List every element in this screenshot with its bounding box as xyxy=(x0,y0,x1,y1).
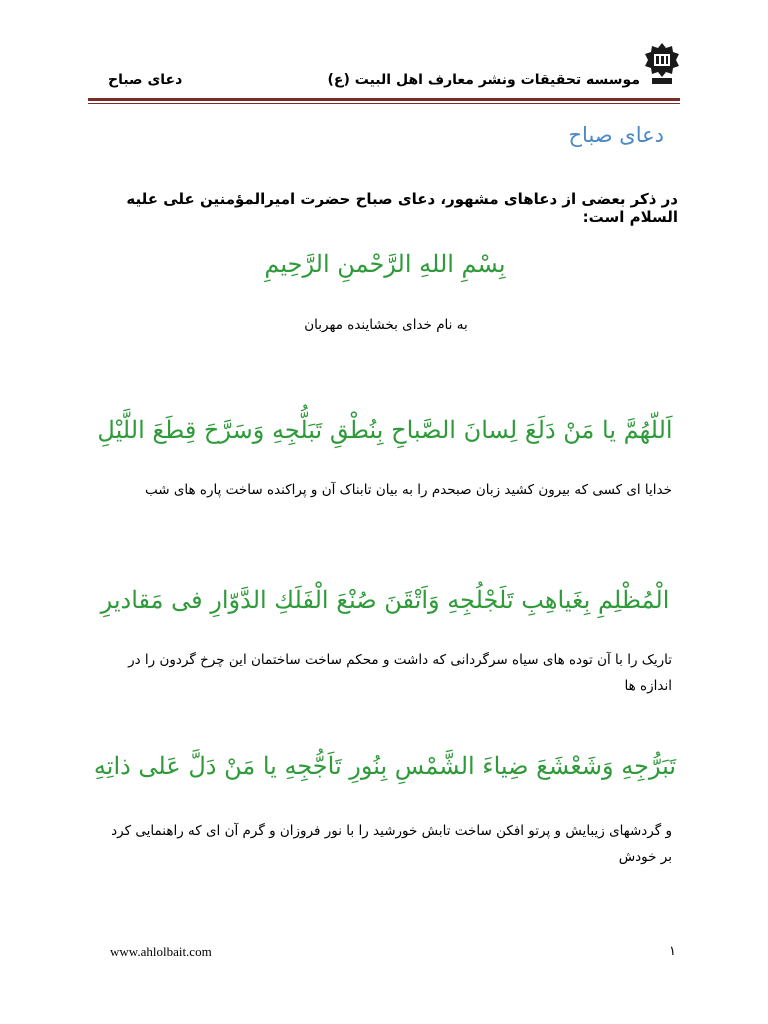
page-number: ١ xyxy=(669,944,676,959)
header-document-title: دعای صباح xyxy=(108,72,183,88)
footer-website-link[interactable]: www.ahlolbait.com xyxy=(110,944,212,959)
institute-logo-icon xyxy=(644,42,680,86)
basmala-translation: به نام خدای بخشاینده مهربان xyxy=(304,317,468,333)
verse-translation-3: و گردشهای زیبایش و پرتو افکن ساخت تابش خورشید را با نور فروزان و گرم آن ای که راهنمایی کرد بر خودش xyxy=(111,823,672,865)
intro-paragraph: در ذکر بعضی از دعاهای مشهور، دعای صباح حضرت امیرالمؤمنین علی علیه السلام است: xyxy=(126,190,678,226)
verse-arabic-3: تَبَرُّجِهِ وَشَعْشَعَ ضِياءَ الشَّمْسِ بِنُورِ تَاَجُّجِهِ يا مَنْ دَلَّ عَلى ذاتِهِ xyxy=(93,752,677,780)
page-title: دعای صباح xyxy=(568,123,664,147)
page-header xyxy=(88,38,680,100)
header-rule-thick xyxy=(88,98,680,101)
verse-arabic-1: اَللّهُمَّ يا مَنْ دَلَعَ لِسانَ الصَّباحِ بِنُطْقِ تَبَلُّجِهِ وَسَرَّحَ قِطَعَ اللَّيْلِ xyxy=(97,416,673,444)
header-rule-thin xyxy=(88,103,680,104)
basmala-arabic: بِسْمِ اللهِ الرَّحْمنِ الرَّحِيمِ xyxy=(264,250,506,278)
verse-translation-1: خدایا ای کسی که بیرون کشید زبان صبحدم را به بیان تابناک آن و پراکنده ساخت پاره های شب xyxy=(144,482,672,498)
verse-arabic-2: الْمُظْلِمِ بِغَياهِبِ تَلَجْلُجِهِ وَاَتْقَنَ صُنْعَ الْفَلَكِ الدَّوّارِ فى مَقاديرِ xyxy=(100,586,670,614)
verse-translation-2: تاریک را با آن توده های سیاه سرگردانی که داشت و محکم ساخت ساختمان این چرخ گردون را در اندازه ها xyxy=(128,652,672,694)
header-institute-name: موسسه تحقیقات ونشر معارف اهل البیت (ع) xyxy=(327,72,640,88)
